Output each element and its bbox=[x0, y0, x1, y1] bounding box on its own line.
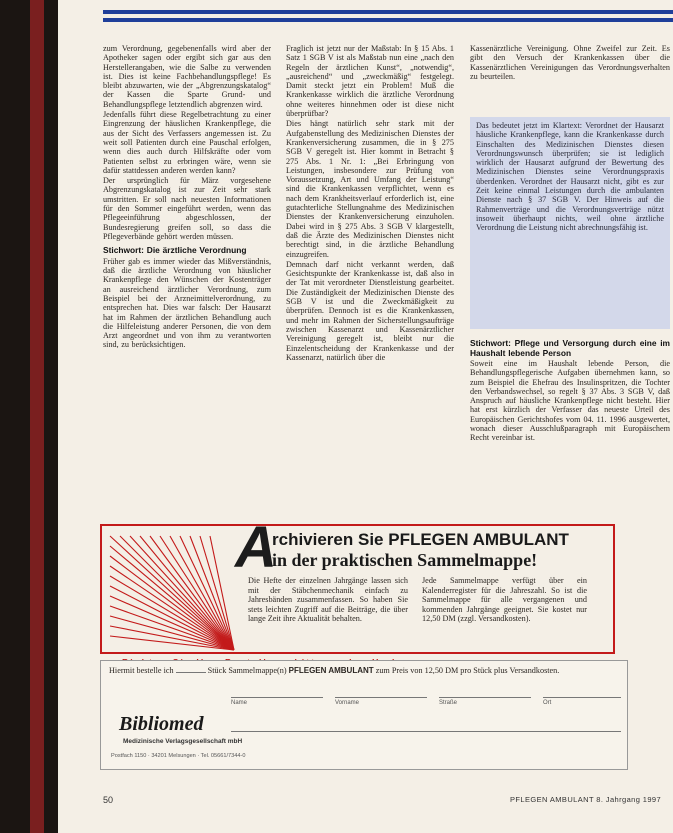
magazine-footer: PFLEGEN AMBULANT 8. Jahrgang 1997 bbox=[510, 795, 662, 804]
scan-cover-edge bbox=[30, 0, 44, 833]
paragraph: Demnach darf nicht verkannt werden, daß Gesichtspunkte der Krankenkasse ist, daß also in der Tat mit verordneter Dienstleistung gearbeitet. Die Zuständigkeit der Medizinischen Dienste des SGB V ist und die Zweckmäßigkeit zu überprüfen. Dennoch ist es die Krankenkassen, und mehr im Rahmen der Sicherstellungsaufträge zwischen Kassenarzt und Kassenärztlicher Vereinigung geregelt ist, bleibt nur die Einzelentscheidung der Krankenkasse und der Kassenarzt, natürlich über die bbox=[286, 259, 454, 362]
magazine-page bbox=[58, 0, 673, 833]
paragraph: Der ursprünglich für März vorgesehene Abgrenzungskatalog ist zur Zeit sehr stark umstritten. Er soll nach neuesten Informationen für den Sommer eingeführt werden, wenn das Pflegeeinführung abgeschlossen, der Bundesregierung greifen soll, so dass die Pflegeverbände gehört werden müssen. bbox=[103, 176, 271, 241]
publisher-address: Postfach 1150 · 34201 Melsungen · Tel. 05661/7344-0 bbox=[111, 753, 246, 759]
paragraph: Fraglich ist jetzt nur der Maßstab: In § 15 Abs. 1 Satz 1 SGB V ist als Maßstab nun eine „nach den Regeln der ärztlichen Kunst“, „notwendig“, „ausreichend“ und „zweckmäßig“ festgelegt. Damit steckt jetzt ein Problem! Muß die Krankenkasse wirklich die ärztliche Verordnung ohne weiteres hinnehmen oder ist diese nicht überprüfbar? bbox=[286, 44, 454, 119]
highlight-text: Das bedeutet jetzt im Klartext: Verordnet der Hausarzt häusliche Krankenpflege, kann die Krankenkasse durch Einschalten des Medizinischen Dienstes diesen Verordnungswunsch überprüfen; sie ist lediglich wirklich der Hausarzt aufgrund der Bewertung des Medizinischen Dienstes seine Verordnungspraxis überdenken. Verordnet der Hausarzt nicht, gibt es zur Zeit keine einmal Leistungen durch die ambulanten Dienste nach § 37 SGB V. Der Hinweis auf die Rahmenverträge und die Verordnungsverträge nützt insoweit überhaupt nichts, weil ohne ärztliche Verordnung die Leistung nicht abrechnungsfähig ist. bbox=[476, 121, 664, 233]
section-heading: Stichwort: Pflege und Versorgung durch eine im Haushalt lebende Person bbox=[470, 338, 670, 358]
ad-headline bbox=[272, 530, 569, 550]
ad-body-right: Jede Sammelmappe verfügt über ein Kalenderregister für die Jahreszahl. So ist die Sammelmappe für alle vergangenen und kommenden Jahrgänge geeignet. Sie kostet nur 12,50 DM (zzgl. Versandkosten). bbox=[422, 576, 587, 624]
order-text-brand: PFLEGEN AMBULANT bbox=[288, 666, 374, 675]
ad-headline-text: rchivieren Sie bbox=[272, 530, 389, 549]
text-column-1 bbox=[103, 44, 271, 351]
text-column-3-lower bbox=[470, 334, 670, 444]
signature-line[interactable] bbox=[231, 731, 621, 732]
sunburst-graphic bbox=[106, 532, 236, 652]
section-heading: Stichwort: Die ärztliche Verordnung bbox=[103, 245, 247, 256]
publisher-logo: Bibliomed bbox=[119, 713, 204, 735]
name-label: Name bbox=[231, 700, 248, 706]
paragraph: Dies hängt natürlich sehr stark mit der Aufgabenstellung des Medizinischen Dienstes der Krankenversicherung zusammen, die in § 275 SGB V geregelt ist. Hier kommt in Betracht § 275 Abs. 1 Nr. 1: „Bei Erbringung von Leistungen, insbesondere zur Prüfung von Voraussetzung, Art und Umfang der Leistung“ sind die Krankenkassen verpflichtet, wenn es nach dem Krankheitsverlauf erforderlich ist, eine gutachterliche Stellungnahme des Medizinischen Dienstes der Krankenversicherung einzuholen. Dabei wird in § 275 Abs. 3 SGB V klargestellt, daß die Ärzte des Medizinischen Dienstes nicht berechtigt sind, in die ärztliche Behandlung einzugreifen. bbox=[286, 119, 454, 259]
paragraph: Früher gab es immer wieder das Mißverständnis, daß die ärztliche Verordnung von häuslicher Krankenpflege den Wünschen der Kostenträger an ausreichend ärztlicher Verordnung, zum Beispiel bei der Arzneimittelverordnung, zu entsprechen hat. Dies war falsch: Der Hausarzt hat im Rahmen der ärztlichen Behandlung auch die Hilfeleistung anderer Personen, die von dem Arzt angeordnet und von ihm zu verantworten sind, zu berücksichtigen. bbox=[103, 256, 271, 350]
page-number: 50 bbox=[103, 795, 114, 805]
paragraph: Kassenärztliche Vereinigung. Ohne Zweifel zur Zeit. Es gibt den Versuch der Krankenkassen über die Kassenärztlichen Vereinigungen das Verordnungsverhalten zu beurteilen. bbox=[470, 44, 670, 81]
publisher-name: Medizinische Verlagsgesellschaft mbH bbox=[123, 738, 243, 745]
paragraph: Jedenfalls führt diese Regelbetrachtung zu einer Eingrenzung der häuslichen Krankenpflege, die aus der Sicht des Verfassers angemessen ist. Zu weit soll Patienten durch eine Pauschal erfolgen, wenn dies auch durch Hilfskräfte oder vom Patienten selbst zu erbringen wäre, wenn sie dafür stattdessen anderen werden kann? bbox=[103, 110, 271, 175]
order-text-mid: Stück Sammelmappe(n) bbox=[207, 666, 289, 675]
paragraph: Soweit eine im Haushalt lebende Person, die Behandlungspflegerische Aufgaben übernehmen kann, so zum Beispiel die Ehefrau des Insulinspritzen, die Tochter den Verbandswechsel, so regelt § 37 Abs. 3 SGB V, daß Anspruch auf häusliche Krankenpflege nicht besteht. Hier hat erst kürzlich der Verfasser das neueste Urteil des Europäischen Gerichtshofes vom 04. 11. 1996 ausgewertet, wonach dieser Ausschlußparagraph mit Europäischem Recht vereinbar ist. bbox=[470, 359, 670, 443]
text-column-3 bbox=[470, 44, 670, 82]
strasse-field[interactable] bbox=[439, 697, 531, 698]
order-text-end: zum Preis von 12,50 DM pro Stück plus Versandkosten. bbox=[373, 666, 560, 675]
highlight-box bbox=[470, 117, 670, 329]
text-column-2 bbox=[286, 44, 454, 363]
strasse-label: Straße bbox=[439, 700, 458, 706]
ort-field[interactable] bbox=[543, 697, 621, 698]
header-rule-bottom bbox=[103, 18, 673, 22]
name-field[interactable] bbox=[231, 697, 323, 698]
vorname-field[interactable] bbox=[335, 697, 427, 698]
ort-label: Ort bbox=[543, 700, 552, 706]
ad-initial-letter: A bbox=[235, 515, 277, 580]
header-rule-top bbox=[103, 10, 673, 14]
paragraph: zum Verordnung, gegebenenfalls wird aber der Apotheker sagen oder ergibt sich gar aus den Herstellerangaben, wie die Salbe zu verwenden ist. Dies ist keine Fachbehandlungspflege! Es bleibt abzuwarten, wie der „Abgrenzungskatalog“ der Kassen die Sparte Grund- und Behandlungspflege letztendlich abgrenzen wird. bbox=[103, 44, 271, 109]
ad-subheadline: in der praktischen Sammelmappe! bbox=[272, 550, 538, 570]
ad-body-left: Die Hefte der einzelnen Jahrgänge lassen sich mit der Stäbchenmechanik einfach zu Jahresbänden zusammenfassen. So haben Sie stets leichten Zugriff auf die Beiträge, die über lange Zeit ihre Aktualität behalten. bbox=[248, 576, 408, 624]
order-form bbox=[100, 660, 628, 770]
scan-binding-edge bbox=[0, 0, 58, 833]
quantity-field[interactable] bbox=[176, 672, 206, 673]
ad-headline-brand: PFLEGEN AMBULANT bbox=[388, 530, 569, 549]
order-text-start: Hiermit bestelle ich bbox=[109, 666, 174, 675]
order-text bbox=[109, 666, 559, 675]
vorname-label: Vorname bbox=[335, 700, 360, 706]
